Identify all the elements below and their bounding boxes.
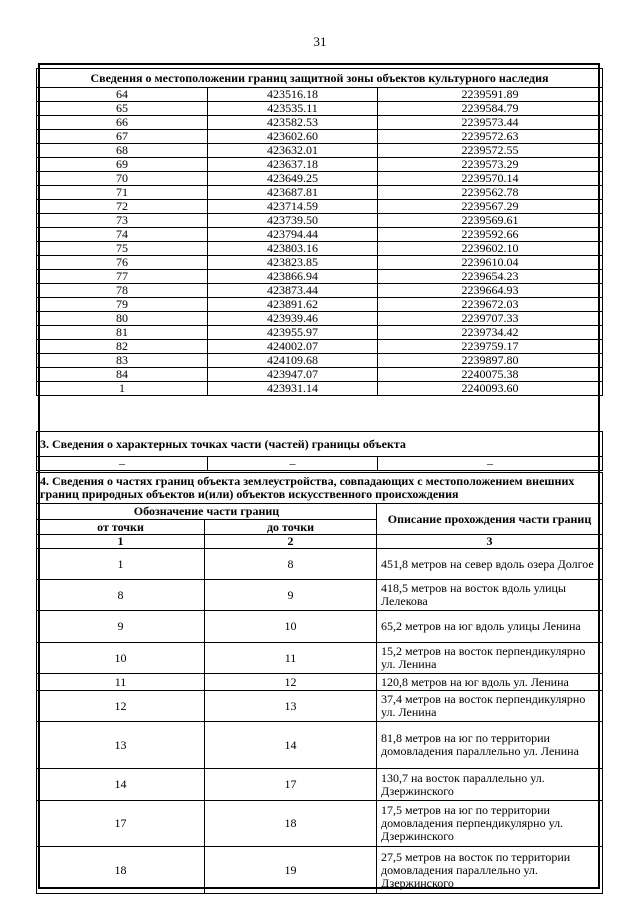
coordinate-y: 2239610.04 <box>378 256 603 270</box>
section3-empty-cell: – <box>208 457 378 471</box>
point-number: 74 <box>37 228 208 242</box>
coordinate-x: 423803.16 <box>208 242 378 256</box>
coordinate-row <box>37 228 603 242</box>
coordinate-y: 2239584.79 <box>378 102 603 116</box>
to-point: 18 <box>205 801 377 847</box>
column-number: 2 <box>205 535 377 549</box>
boundary-part-row <box>37 580 603 611</box>
point-number: 66 <box>37 116 208 130</box>
coordinate-y: 2239572.63 <box>378 130 603 144</box>
coordinate-row <box>37 284 603 298</box>
to-point: 12 <box>205 674 377 691</box>
from-point: 10 <box>37 643 205 674</box>
coordinate-row <box>37 172 603 186</box>
point-number: 84 <box>37 368 208 382</box>
coordinate-row <box>37 340 603 354</box>
to-point: 14 <box>205 722 377 769</box>
point-number: 82 <box>37 340 208 354</box>
boundary-part-row <box>37 769 603 801</box>
coordinate-y: 2239562.78 <box>378 186 603 200</box>
coordinate-y: 2239570.14 <box>378 172 603 186</box>
boundary-part-row <box>37 847 603 894</box>
coordinate-x: 423687.81 <box>208 186 378 200</box>
from-point-header: от точки <box>37 520 205 535</box>
point-number: 75 <box>37 242 208 256</box>
coordinate-row <box>37 116 603 130</box>
from-point: 13 <box>37 722 205 769</box>
coordinate-row <box>37 368 603 382</box>
boundary-description: 81,8 метров на юг по территории домовладения параллельно ул. Ленина <box>377 722 603 769</box>
coordinate-row <box>37 326 603 340</box>
point-number: 76 <box>37 256 208 270</box>
coordinate-x: 424002.07 <box>208 340 378 354</box>
coordinate-row <box>37 200 603 214</box>
coordinate-row <box>37 88 603 102</box>
coordinate-y: 2239573.44 <box>378 116 603 130</box>
point-number: 77 <box>37 270 208 284</box>
column-group-header: Обозначение части границ <box>37 504 377 520</box>
from-point: 18 <box>37 847 205 894</box>
coordinate-x: 423582.53 <box>208 116 378 130</box>
coordinate-row <box>37 130 603 144</box>
section4-table <box>36 472 603 894</box>
to-point: 13 <box>205 691 377 722</box>
boundary-description: 27,5 метров на восток по территории домовладения параллельно ул. Дзержинского <box>377 847 603 894</box>
coordinate-x: 423637.18 <box>208 158 378 172</box>
coordinate-y: 2240093.60 <box>378 382 603 396</box>
point-number: 70 <box>37 172 208 186</box>
point-number: 68 <box>37 144 208 158</box>
point-number: 64 <box>37 88 208 102</box>
coordinate-y: 2239567.29 <box>378 200 603 214</box>
coordinate-x: 423891.62 <box>208 298 378 312</box>
coordinate-row <box>37 298 603 312</box>
from-point: 11 <box>37 674 205 691</box>
coordinate-row <box>37 382 603 396</box>
coordinate-y: 2239569.61 <box>378 214 603 228</box>
to-point: 19 <box>205 847 377 894</box>
from-point: 12 <box>37 691 205 722</box>
boundary-description: 37,4 метров на восток перпендикулярно ул. Ленина <box>377 691 603 722</box>
point-number: 80 <box>37 312 208 326</box>
coordinate-y: 2239734.42 <box>378 326 603 340</box>
point-number: 69 <box>37 158 208 172</box>
coordinate-x: 423794.44 <box>208 228 378 242</box>
coordinate-x: 424109.68 <box>208 354 378 368</box>
to-point: 11 <box>205 643 377 674</box>
coordinate-x: 423873.44 <box>208 284 378 298</box>
section3-empty-cell: – <box>37 457 208 471</box>
boundary-part-row <box>37 801 603 847</box>
coordinate-y: 2240075.38 <box>378 368 603 382</box>
coordinate-x: 423714.59 <box>208 200 378 214</box>
point-number: 1 <box>37 382 208 396</box>
coordinate-row <box>37 312 603 326</box>
coordinate-x: 423632.01 <box>208 144 378 158</box>
coordinate-y: 2239654.23 <box>378 270 603 284</box>
boundary-description: 130,7 на восток параллельно ул. Дзержинского <box>377 769 603 801</box>
coordinate-x: 423516.18 <box>208 88 378 102</box>
coordinate-y: 2239672.03 <box>378 298 603 312</box>
coordinate-row <box>37 102 603 116</box>
to-point: 8 <box>205 549 377 580</box>
description-column-header: Описание прохождения части границ <box>377 504 603 535</box>
from-point: 14 <box>37 769 205 801</box>
page-number: 31 <box>313 34 327 49</box>
to-point: 9 <box>205 580 377 611</box>
coordinate-x: 423955.97 <box>208 326 378 340</box>
coordinate-x: 423866.94 <box>208 270 378 284</box>
boundary-description: 120,8 метров на юг вдоль ул. Ленина <box>377 674 603 691</box>
coordinate-y: 2239572.55 <box>378 144 603 158</box>
coordinate-y: 2239602.10 <box>378 242 603 256</box>
boundary-description: 418,5 метров на восток вдоль улицы Лелекова <box>377 580 603 611</box>
column-number: 3 <box>377 535 603 549</box>
boundary-part-row <box>37 722 603 769</box>
coordinate-y: 2239707.33 <box>378 312 603 326</box>
section3-table <box>36 431 603 471</box>
boundary-description: 15,2 метров на восток перпендикулярно ул. Ленина <box>377 643 603 674</box>
point-number: 73 <box>37 214 208 228</box>
coordinate-row <box>37 186 603 200</box>
coordinate-row <box>37 256 603 270</box>
coordinates-table <box>36 68 603 396</box>
boundary-part-row <box>37 643 603 674</box>
coordinate-row <box>37 158 603 172</box>
point-number: 83 <box>37 354 208 368</box>
coordinate-x: 423939.46 <box>208 312 378 326</box>
coordinate-x: 423823.85 <box>208 256 378 270</box>
boundary-part-row <box>37 691 603 722</box>
coordinate-x: 423739.50 <box>208 214 378 228</box>
coordinate-y: 2239664.93 <box>378 284 603 298</box>
point-number: 79 <box>37 298 208 312</box>
from-point: 9 <box>37 611 205 643</box>
point-number: 72 <box>37 200 208 214</box>
boundary-part-row <box>37 549 603 580</box>
from-point: 8 <box>37 580 205 611</box>
boundary-description: 65,2 метров на юг вдоль улицы Ленина <box>377 611 603 643</box>
from-point: 17 <box>37 801 205 847</box>
point-number: 67 <box>37 130 208 144</box>
coordinate-row <box>37 214 603 228</box>
coordinate-y: 2239591.89 <box>378 88 603 102</box>
to-point: 10 <box>205 611 377 643</box>
coordinate-y: 2239759.17 <box>378 340 603 354</box>
point-number: 78 <box>37 284 208 298</box>
location-section-header: Сведения о местоположении границ защитной зоны объектов культурного наследия <box>37 69 603 88</box>
boundary-description: 451,8 метров на север вдоль озера Долгое <box>377 549 603 580</box>
coordinate-row <box>37 242 603 256</box>
boundary-part-row <box>37 611 603 643</box>
coordinate-row <box>37 354 603 368</box>
coordinate-row <box>37 270 603 284</box>
from-point: 1 <box>37 549 205 580</box>
section4-title: 4. Сведения о частях границ объекта землеустройства, совпадающих с местоположением внешних границ природных объектов и(или) объектов искусственного происхождения <box>37 473 603 504</box>
boundary-description: 17,5 метров на юг по территории домовладения перпендикулярно ул. Дзержинского <box>377 801 603 847</box>
coordinate-row <box>37 144 603 158</box>
point-number: 65 <box>37 102 208 116</box>
coordinate-x: 423931.14 <box>208 382 378 396</box>
coordinate-x: 423602.60 <box>208 130 378 144</box>
point-number: 81 <box>37 326 208 340</box>
coordinate-x: 423947.07 <box>208 368 378 382</box>
to-point-header: до точки <box>205 520 377 535</box>
coordinate-x: 423649.25 <box>208 172 378 186</box>
column-number: 1 <box>37 535 205 549</box>
point-number: 71 <box>37 186 208 200</box>
to-point: 17 <box>205 769 377 801</box>
coordinate-x: 423535.11 <box>208 102 378 116</box>
coordinate-y: 2239573.29 <box>378 158 603 172</box>
section3-title: 3. Сведения о характерных точках части (частей) границы объекта <box>37 432 603 457</box>
coordinate-y: 2239897.80 <box>378 354 603 368</box>
coordinate-y: 2239592.66 <box>378 228 603 242</box>
section3-empty-cell: – <box>378 457 603 471</box>
boundary-part-row <box>37 674 603 691</box>
